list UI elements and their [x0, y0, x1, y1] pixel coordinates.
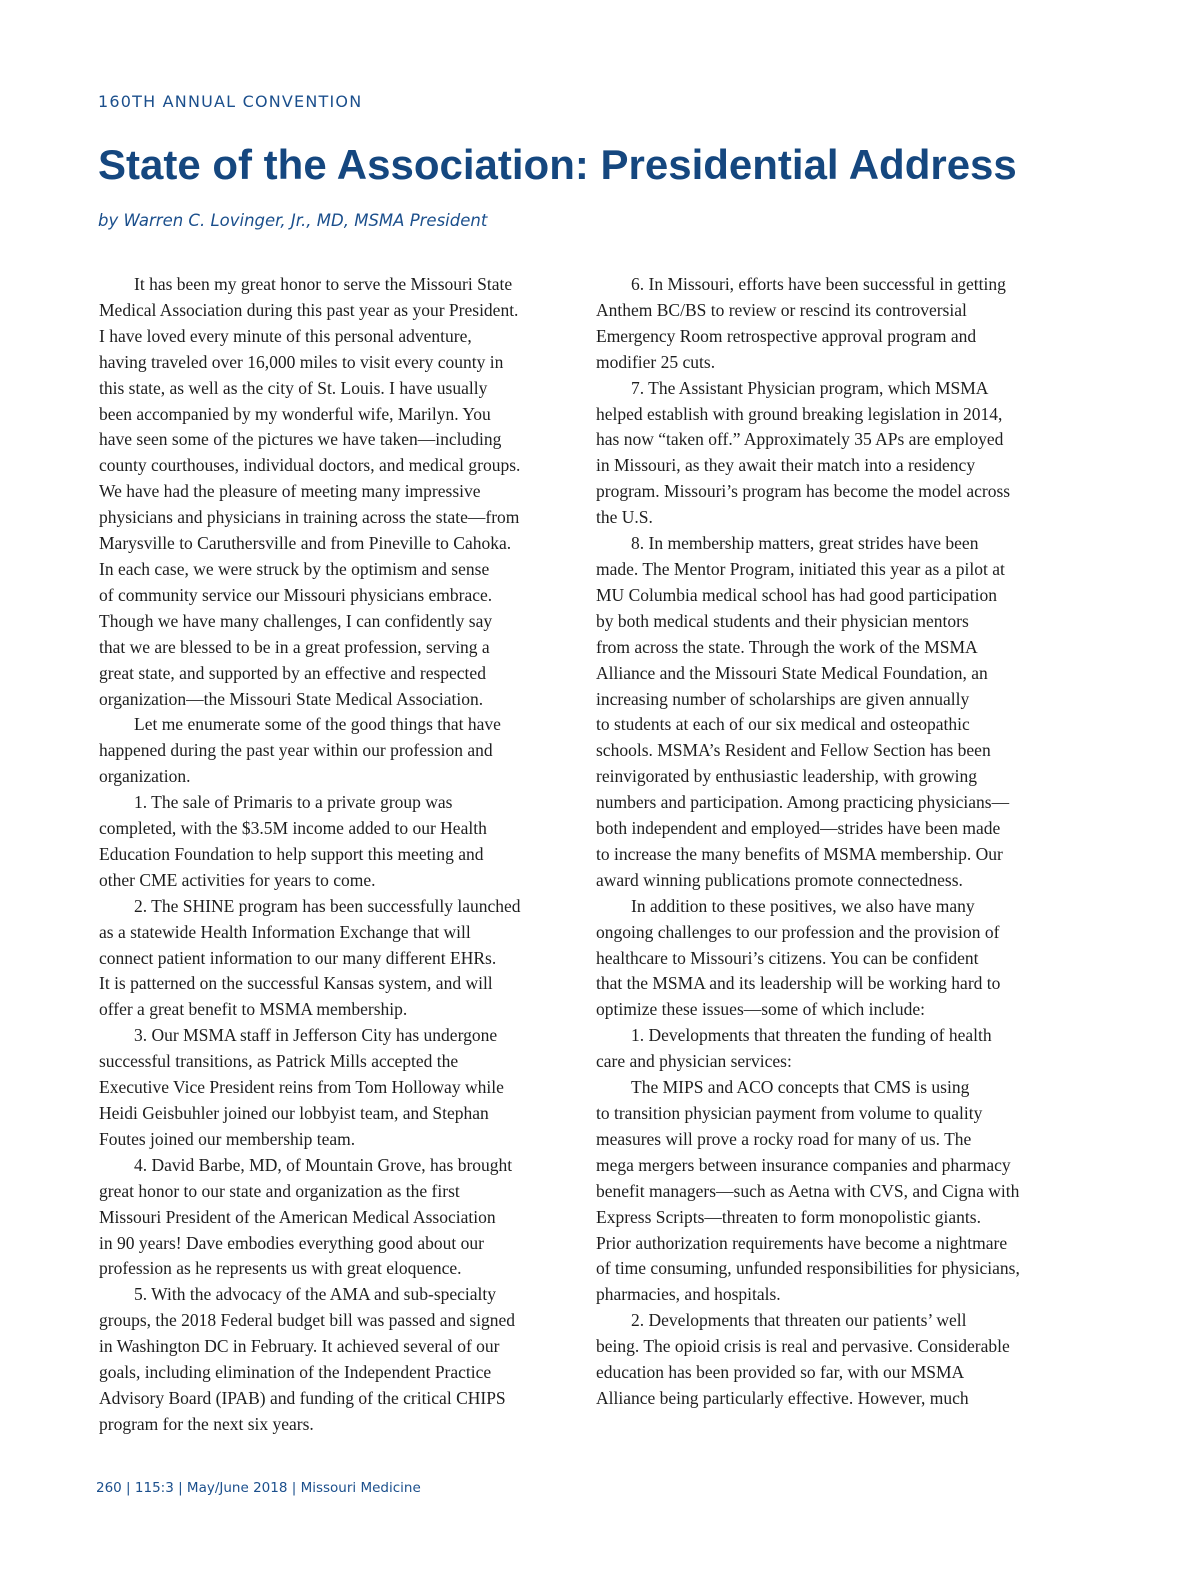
text-line: increasing number of scholarships are given annually: [596, 688, 970, 709]
text-line: ongoing challenges to our profession and the provision of: [596, 921, 1000, 942]
text-line: The MIPS and ACO concepts that CMS is using: [596, 1077, 970, 1098]
text-line: physicians and physicians in training across the state—from: [99, 507, 520, 528]
text-line: have seen some of the pictures we have taken—including: [99, 429, 502, 450]
text-line: Though we have many challenges, I can confidently say: [99, 610, 493, 631]
text-line: It is patterned on the successful Kansas system, and will: [99, 973, 493, 994]
text-line: 3. Our MSMA staff in Jefferson City has undergone: [99, 1025, 498, 1046]
text-line: 1. The sale of Primaris to a private group was: [99, 792, 453, 813]
left-column: [99, 272, 575, 1438]
text-line: optimize these issues—some of which include:: [596, 999, 926, 1020]
text-line: Anthem BC/BS to review or rescind its controversial: [596, 299, 967, 320]
text-line: in Missouri, as they await their match into a residency: [596, 455, 976, 476]
text-line: schools. MSMA’s Resident and Fellow Section has been: [596, 740, 991, 761]
text-line: In addition to these positives, we also have many: [596, 895, 975, 916]
text-line: great state, and supported by an effective and respected: [99, 662, 486, 683]
text-line: of time consuming, unfunded responsibilities for physicians,: [596, 1258, 1020, 1279]
text-line: pharmacies, and hospitals.: [596, 1284, 781, 1305]
text-line: education has been provided so far, with our MSMA: [596, 1362, 965, 1383]
text-line: Heidi Geisbuhler joined our lobbyist team, and Stephan: [99, 1103, 489, 1123]
page-footer: 260 | 115:3 | May/June 2018 | Missouri Medicine: [96, 1480, 421, 1496]
text-line: care and physician services:: [596, 1051, 792, 1072]
text-line: offer a great benefit to MSMA membership.: [99, 999, 408, 1020]
article-title: State of the Association: Presidential Address: [98, 141, 1017, 188]
text-line: has now “taken off.” Approximately 35 APs are employed: [596, 429, 1004, 450]
text-line: successful transitions, as Patrick Mills accepted the: [99, 1051, 459, 1072]
text-line: Foutes joined our membership team.: [99, 1128, 356, 1149]
text-line: program. Missouri’s program has become the model across: [596, 481, 1011, 502]
text-line: other CME activities for years to come.: [99, 869, 376, 890]
text-line: county courthouses, individual doctors, and medical groups.: [99, 455, 521, 476]
text-line: 2. The SHINE program has been successfully launched: [99, 895, 521, 916]
text-line: Executive Vice President reins from Tom Holloway while: [99, 1077, 504, 1098]
text-line: 2. Developments that threaten our patients’ well: [596, 1310, 967, 1331]
text-line: Medical Association during this past year as your President.: [99, 299, 519, 320]
text-line: Marysville to Caruthersville and from Pineville to Cahoka.: [99, 533, 512, 554]
section-label: 160TH ANNUAL CONVENTION: [98, 92, 363, 111]
text-line: the U.S.: [596, 507, 653, 528]
text-line: helped establish with ground breaking legislation in 2014,: [596, 403, 1003, 424]
text-line: of community service our Missouri physicians embrace.: [99, 584, 493, 605]
text-line: organization—the Missouri State Medical Association.: [99, 688, 484, 709]
text-line: 8. In membership matters, great strides have been: [596, 533, 979, 554]
text-line: In each case, we were struck by the optimism and sense: [99, 558, 490, 579]
text-line: numbers and participation. Among practicing physicians—: [596, 792, 1010, 813]
text-line: connect patient information to our many different EHRs.: [99, 947, 497, 968]
text-line: 1. Developments that threaten the funding of health: [596, 1025, 992, 1046]
text-line: both independent and employed—strides have been made: [596, 818, 1001, 839]
text-line: award winning publications promote connectedness.: [596, 869, 963, 890]
text-line: that we are blessed to be in a great profession, serving a: [99, 636, 490, 657]
text-line: 6. In Missouri, efforts have been successful in getting: [596, 274, 1006, 294]
text-line: in Washington DC in February. It achieved several of our: [99, 1336, 500, 1357]
text-line: Advisory Board (IPAB) and funding of the critical CHIPS: [99, 1387, 506, 1408]
text-line: mega mergers between insurance companies and pharmacy: [596, 1154, 1011, 1175]
text-line: to increase the many benefits of MSMA membership. Our: [596, 843, 1003, 864]
text-line: completed, with the $3.5M income added to our Health: [99, 818, 487, 839]
right-column: [596, 272, 1070, 1412]
text-line: being. The opioid crisis is real and pervasive. Considerable: [596, 1336, 1010, 1357]
text-line: profession as he represents us with great eloquence.: [99, 1258, 462, 1279]
text-line: great honor to our state and organization as the first: [99, 1180, 460, 1201]
text-line: groups, the 2018 Federal budget bill was passed and signed: [99, 1310, 516, 1331]
text-line: been accompanied by my wonderful wife, Marilyn. You: [99, 403, 491, 424]
text-line: happened during the past year within our profession and: [99, 740, 493, 761]
text-line: to transition physician payment from volume to quality: [596, 1103, 983, 1123]
text-line: healthcare to Missouri’s citizens. You can be confident: [596, 947, 979, 968]
text-line: Missouri President of the American Medical Association: [99, 1206, 496, 1227]
text-line: reinvigorated by enthusiastic leadership, with growing: [596, 766, 978, 787]
text-line: Emergency Room retrospective approval program and: [596, 325, 977, 346]
text-line: Let me enumerate some of the good things that have: [99, 714, 501, 735]
text-line: modifier 25 cuts.: [596, 351, 716, 372]
text-line: having traveled over 16,000 miles to visit every county in: [99, 351, 504, 372]
text-line: Education Foundation to help support this meeting and: [99, 843, 484, 864]
text-line: 7. The Assistant Physician program, which MSMA: [596, 377, 989, 398]
text-line: made. The Mentor Program, initiated this year as a pilot at: [596, 558, 1005, 579]
text-line: Express Scripts—threaten to form monopolistic giants.: [596, 1206, 981, 1227]
text-line: program for the next six years.: [99, 1413, 314, 1434]
text-line: It has been my great honor to serve the Missouri State: [99, 274, 513, 294]
text-line: MU Columbia medical school has had good participation: [596, 584, 997, 605]
text-line: I have loved every minute of this personal adventure,: [99, 325, 472, 346]
text-line: in 90 years! Dave embodies everything good about our: [99, 1232, 484, 1253]
text-line: that the MSMA and its leadership will be working hard to: [596, 973, 1001, 994]
text-line: 5. With the advocacy of the AMA and sub-specialty: [99, 1284, 497, 1305]
text-line: goals, including elimination of the Independent Practice: [99, 1362, 492, 1383]
text-line: organization.: [99, 766, 191, 787]
text-line: to students at each of our six medical and osteopathic: [596, 714, 970, 735]
text-line: We have had the pleasure of meeting many impressive: [99, 481, 481, 502]
text-line: Prior authorization requirements have become a nightmare: [596, 1232, 1008, 1253]
text-line: by both medical students and their physician mentors: [596, 610, 969, 631]
author-byline: by Warren C. Lovinger, Jr., MD, MSMA President: [98, 211, 488, 230]
text-line: 4. David Barbe, MD, of Mountain Grove, has brought: [99, 1154, 513, 1175]
text-line: from across the state. Through the work of the MSMA: [596, 636, 978, 657]
text-line: this state, as well as the city of St. Louis. I have usually: [99, 377, 488, 398]
text-line: as a statewide Health Information Exchange that will: [99, 921, 471, 942]
text-line: measures will prove a rocky road for many of us. The: [596, 1128, 972, 1149]
text-line: Alliance and the Missouri State Medical Foundation, an: [596, 662, 988, 683]
text-line: benefit managers—such as Aetna with CVS, and Cigna with: [596, 1180, 1020, 1201]
text-line: Alliance being particularly effective. However, much: [596, 1387, 969, 1408]
